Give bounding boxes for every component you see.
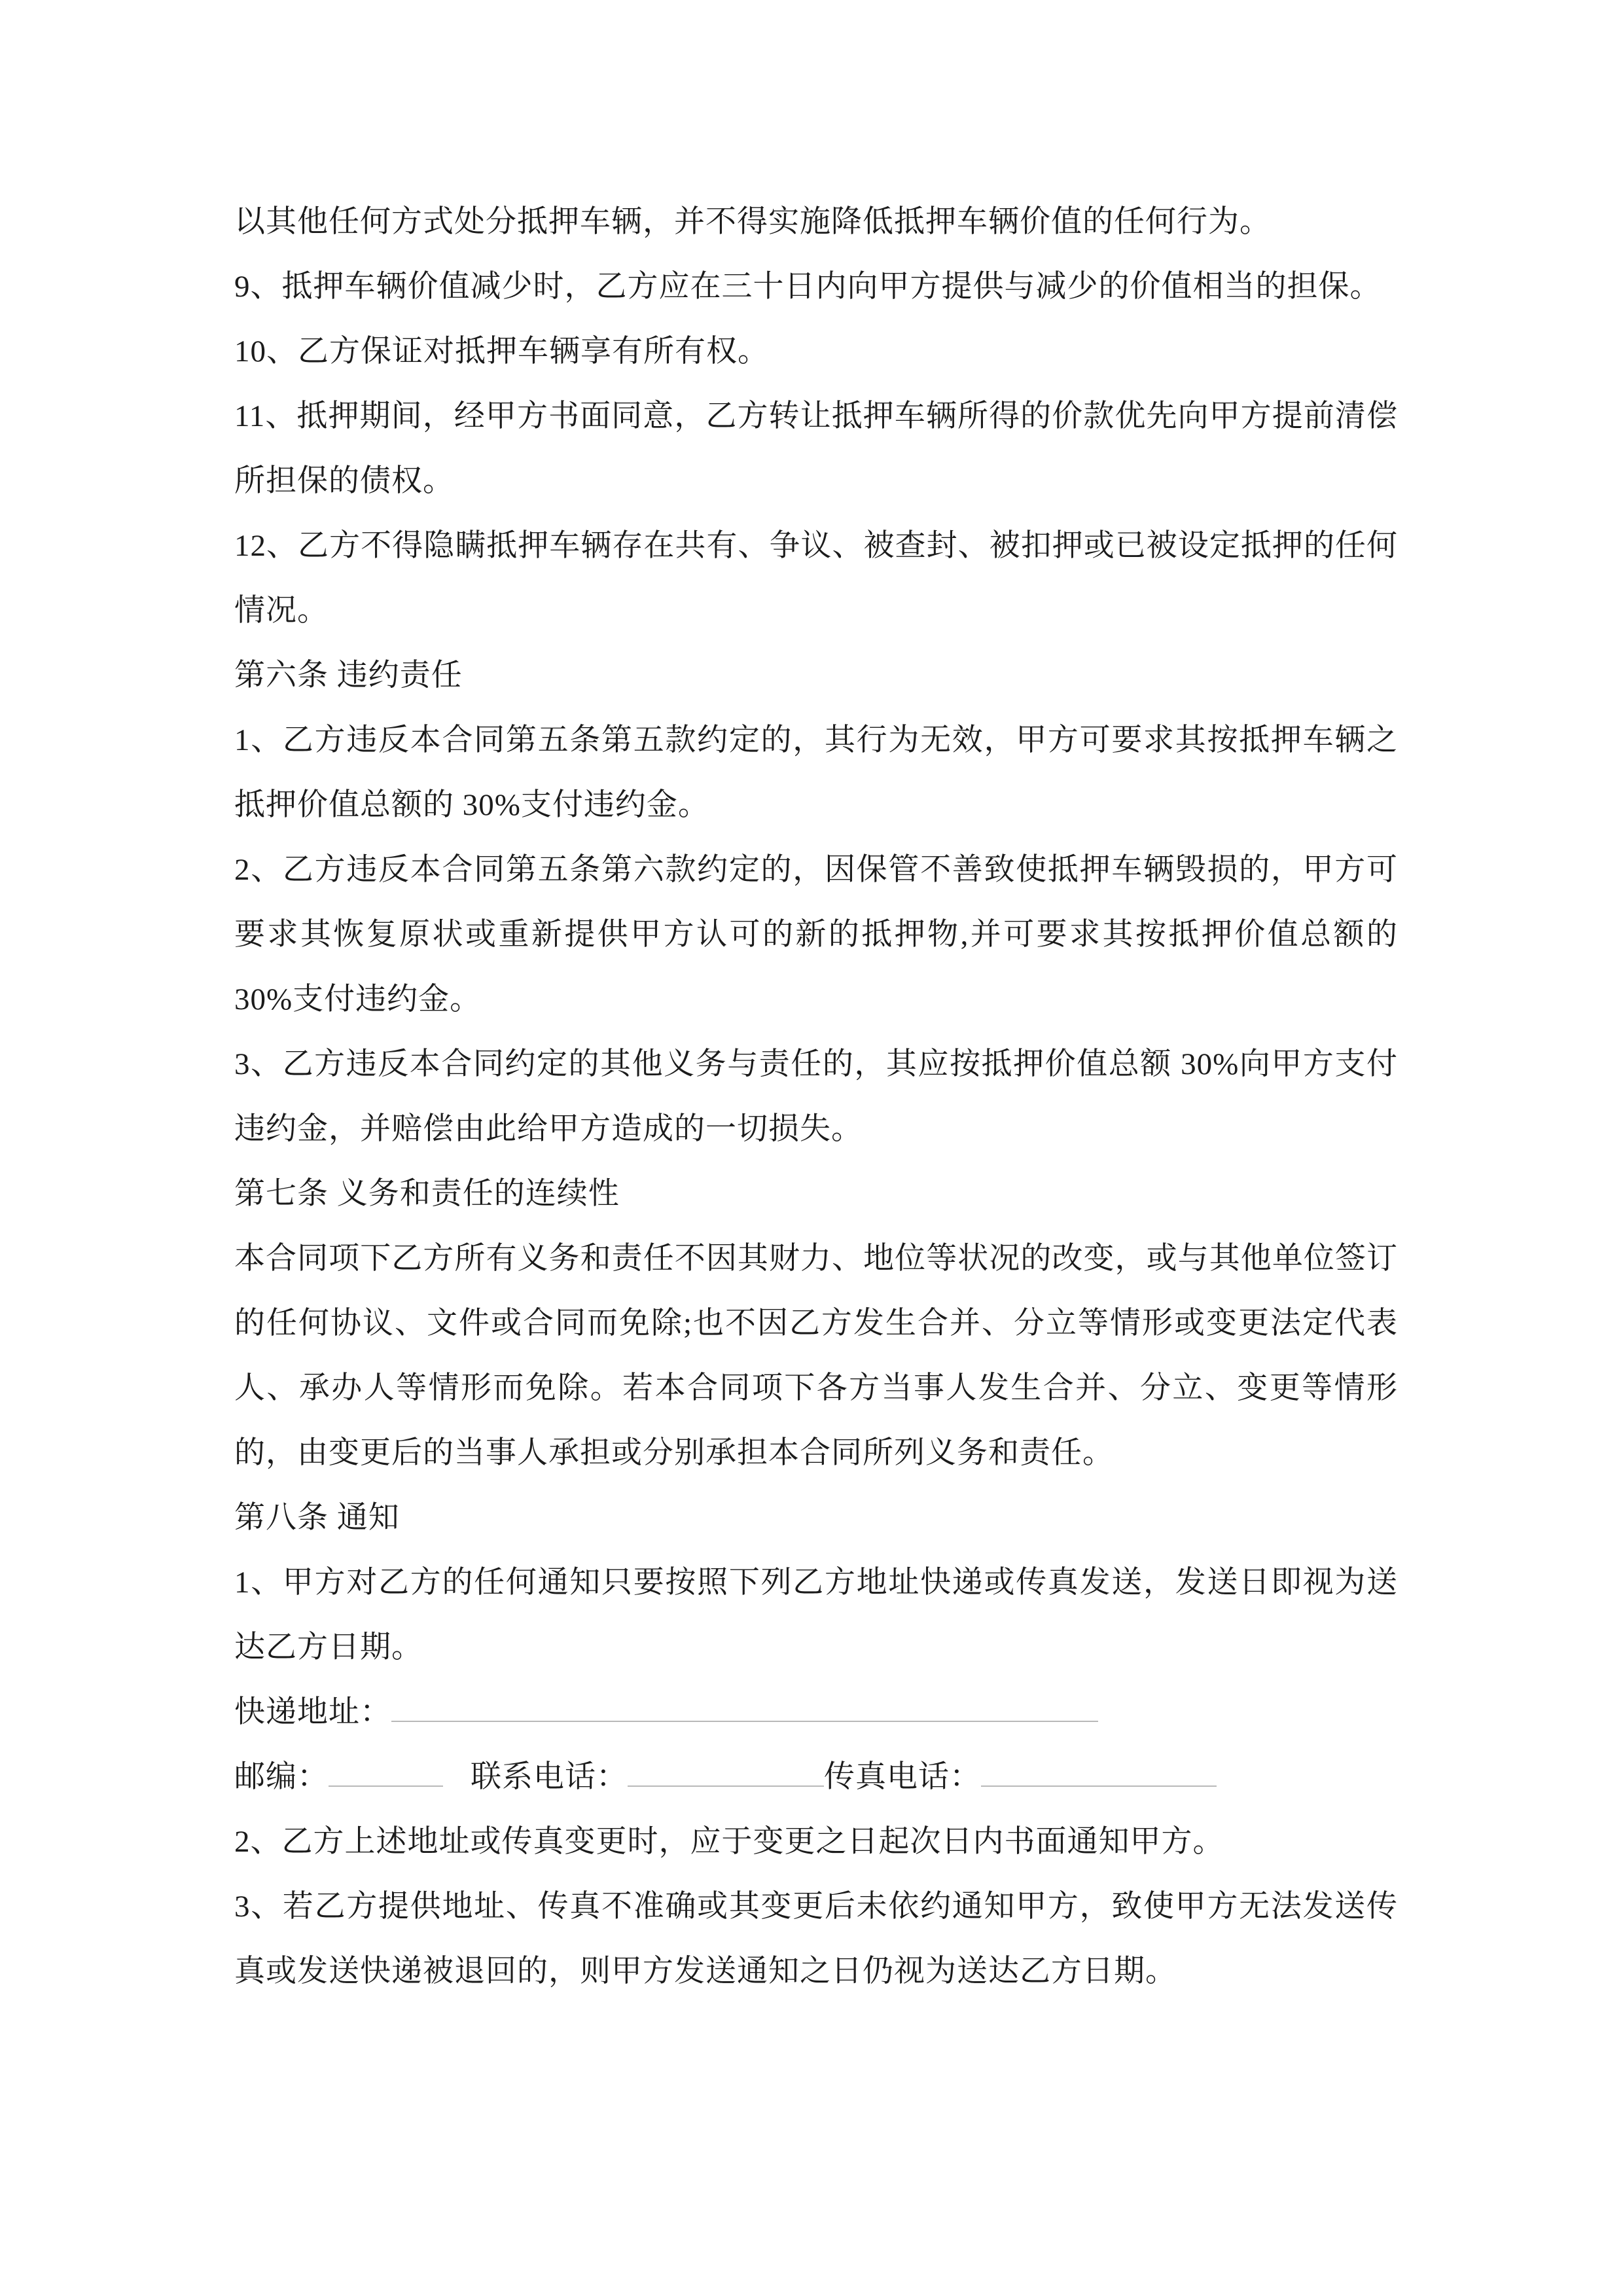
clause-6-1: 1、乙方违反本合同第五条第五款约定的，其行为无效，甲方可要求其按抵押车辆之抵押价值总额的 30%支付违约金。 <box>234 723 1398 822</box>
postcode-blank <box>329 1761 443 1787</box>
clause-8-1: 1、甲方对乙方的任何通知只要按照下列乙方地址快递或传真发送，发送日即视为送达乙方日期。 <box>234 1566 1398 1664</box>
clause-11: 11、抵押期间，经甲方书面同意，乙方转让抵押车辆所得的价款优先向甲方提前清偿所担保的债权。 <box>234 399 1398 498</box>
fax-label: 传真电话： <box>824 1760 981 1794</box>
article-7-body: 本合同项下乙方所有义务和责任不因其财力、地位等状况的改变，或与其他单位签订的任何协议、文件或合同而免除;也不因乙方发生合并、分立等情形或变更法定代表人、承办人等情形而免除。若本合同项下各方当事人发生合并、分立、变更等情形的，由变更后的当事人承担或分别承担本合同所列义务和责任。 <box>234 1242 1398 1470</box>
postcode-label: 邮编： <box>234 1760 329 1794</box>
express-address-label: 快递地址： <box>234 1695 391 1729</box>
clause-8-2: 2、乙方上述地址或传真变更时，应于变更之日起次日内书面通知甲方。 <box>234 1825 1224 1859</box>
paragraph-continuation: 以其他任何方式处分抵押车辆，并不得实施降低抵押车辆价值的任何行为。 <box>234 205 1271 239</box>
clause-6-2: 2、乙方违反本合同第五条第六款约定的，因保管不善致使抵押车辆毁损的，甲方可要求其恢复原状或重新提供甲方认可的新的抵押物,并可要求其按抵押价值总额的 30%支付违约金。 <box>234 853 1398 1016</box>
contact-phone-label: 联系电话： <box>471 1760 628 1794</box>
contact-phone-blank <box>628 1761 824 1787</box>
express-address-line <box>234 1680 1398 1745</box>
fax-blank <box>981 1761 1217 1787</box>
clause-8-3: 3、若乙方提供地址、传真不准确或其变更后未依约通知甲方，致使甲方无法发送传真或发送快递被退回的，则甲方发送通知之日仍视为送达乙方日期。 <box>234 1890 1398 1988</box>
heading-article-8: 第八条 通知 <box>234 1501 400 1535</box>
heading-article-6: 第六条 违约责任 <box>234 658 463 692</box>
express-address-blank <box>391 1696 1098 1722</box>
heading-article-7: 第七条 义务和责任的连续性 <box>234 1177 620 1211</box>
clause-9: 9、抵押车辆价值减少时，乙方应在三十日内向甲方提供与减少的价值相当的担保。 <box>234 270 1382 304</box>
contract-body <box>234 190 1398 2004</box>
clause-12: 12、乙方不得隐瞒抵押车辆存在共有、争议、被查封、被扣押或已被设定抵押的任何情况。 <box>234 529 1398 628</box>
clause-6-3: 3、乙方违反本合同约定的其他义务与责任的，其应按抵押价值总额 30%向甲方支付违约金，并赔偿由此给甲方造成的一切损失。 <box>234 1047 1398 1146</box>
clause-10: 10、乙方保证对抵押车辆享有所有权。 <box>234 334 769 368</box>
postal-contact-line <box>234 1745 1398 1810</box>
